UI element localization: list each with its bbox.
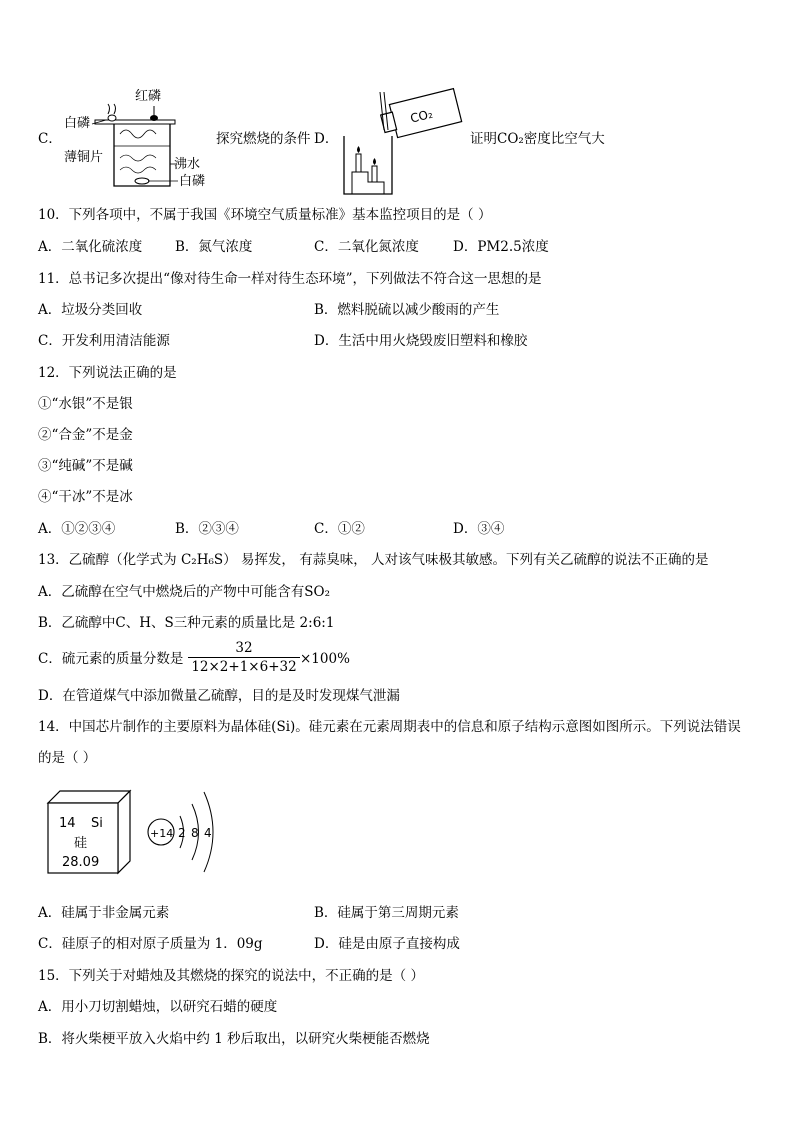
q11-option-b[interactable]: B．燃料脱硫以减少酸雨的产生 <box>314 302 500 318</box>
mass-fraction-formula <box>188 640 300 675</box>
q14-stem-line2: 的是（ ） <box>38 750 97 766</box>
option-c-caption: 探究燃烧的条件 <box>216 131 311 147</box>
element-number: 14 <box>59 816 76 831</box>
shell-2-electrons: 8 <box>191 826 199 840</box>
label-copper-sheet: 薄铜片 <box>64 150 104 165</box>
label-white-phosphorus-bottom: 白磷 <box>179 174 206 189</box>
q15-option-b[interactable]: B．将火柴梗平放入火焰中约 1 秒后取出，以研究火柴梗能否燃烧 <box>38 1031 430 1047</box>
option-c-label: C． <box>38 131 62 147</box>
q14-stem-line1: 14．中国芯片制作的主要原料为晶体硅(Si)。硅元素在元素周期表中的信息和原子结构示意图如图所示。下列说法错误 <box>38 719 741 735</box>
q12-option-b[interactable]: B．②③④ <box>175 521 239 537</box>
q12-stem: 12．下列说法正确的是 <box>38 365 177 381</box>
q10-option-b[interactable]: B．氮气浓度 <box>175 239 253 255</box>
q12-item-2: ②“合金”不是金 <box>38 427 133 443</box>
q12-item-4: ④“干冰”不是冰 <box>38 489 133 505</box>
q10-option-d[interactable]: D．PM2.5浓度 <box>453 239 549 255</box>
element-symbol: Si <box>91 816 103 831</box>
fraction-suffix: ×100% <box>300 651 350 667</box>
element-mass: 28.09 <box>62 855 100 870</box>
q12-item-1: ①“水银”不是银 <box>38 396 133 412</box>
label-red-phosphorus: 红磷 <box>135 89 162 104</box>
q12-option-d[interactable]: D．③④ <box>453 521 505 537</box>
nucleus-charge: +14 <box>150 827 174 840</box>
fraction-denominator: 12×2+1×6+32 <box>191 659 297 675</box>
q10-option-a[interactable]: A．二氧化硫浓度 <box>38 239 143 255</box>
fraction-numerator: 32 <box>188 640 300 658</box>
q13-option-b[interactable]: B．乙硫醇中C、H、S三种元素的质量比是 2:6:1 <box>38 615 335 631</box>
element-name: 硅 <box>74 836 88 851</box>
q10-stem: 10．下列各项中，不属于我国《环境空气质量标准》基本监控项目的是（ ） <box>38 207 492 223</box>
q13-option-a[interactable]: A．乙硫醇在空气中燃烧后的产物中可能含有SO₂ <box>38 584 330 600</box>
q11-stem: 11．总书记多次提出“像对待生命一样对待生态环境”，下列做法不符合这一思想的是 <box>38 271 542 287</box>
q13-option-d[interactable]: D．在管道煤气中添加微量乙硫醇，目的是及时发现煤气泄漏 <box>38 688 400 704</box>
option-d-label: D． <box>314 131 339 147</box>
q14-option-a[interactable]: A．硅属于非金属元素 <box>38 905 170 921</box>
combustion-apparatus-figure <box>62 84 212 192</box>
q14-option-b[interactable]: B．硅属于第三周期元素 <box>314 905 459 921</box>
q14-option-d[interactable]: D．硅是由原子直接构成 <box>314 936 460 952</box>
q13-stem: 13．乙硫醇（化学式为 C₂H₆S） 易挥发， 有蒜臭味， 人对该气味极其敏感。下列有关乙硫醇的说法不正确的是 <box>38 552 709 568</box>
label-co2: CO₂ <box>408 106 435 126</box>
shell-3-electrons: 4 <box>204 826 212 840</box>
q15-option-a[interactable]: A．用小刀切割蜡烛，以研究石蜡的硬度 <box>38 999 278 1015</box>
shell-1-electrons: 2 <box>178 826 186 840</box>
label-white-phosphorus-top: 白磷 <box>64 116 91 131</box>
label-boiling-water: 沸水 <box>174 157 201 172</box>
q11-option-c[interactable]: C．开发利用清洁能源 <box>38 333 170 349</box>
silicon-atom-structure <box>144 786 224 882</box>
silicon-element-card <box>44 787 134 877</box>
q13-option-c[interactable]: C．硫元素的质量分数是 <box>38 651 184 667</box>
q14-option-c[interactable]: C．硅原子的相对原子质量为 1．09g <box>38 936 263 952</box>
q12-option-a[interactable]: A．①②③④ <box>38 521 116 537</box>
co2-pouring-figure <box>338 86 466 198</box>
q12-option-c[interactable]: C．①② <box>314 521 365 537</box>
q11-option-d[interactable]: D．生活中用火烧毁废旧塑料和橡胶 <box>314 333 528 349</box>
option-d-caption: 证明CO₂密度比空气大 <box>470 131 605 147</box>
q12-item-3: ③“纯碱”不是碱 <box>38 458 133 474</box>
q10-option-c[interactable]: C．二氧化氮浓度 <box>314 239 419 255</box>
q15-stem: 15．下列关于对蜡烛及其燃烧的探究的说法中，不正确的是（ ） <box>38 968 424 984</box>
q11-option-a[interactable]: A．垃圾分类回收 <box>38 302 143 318</box>
